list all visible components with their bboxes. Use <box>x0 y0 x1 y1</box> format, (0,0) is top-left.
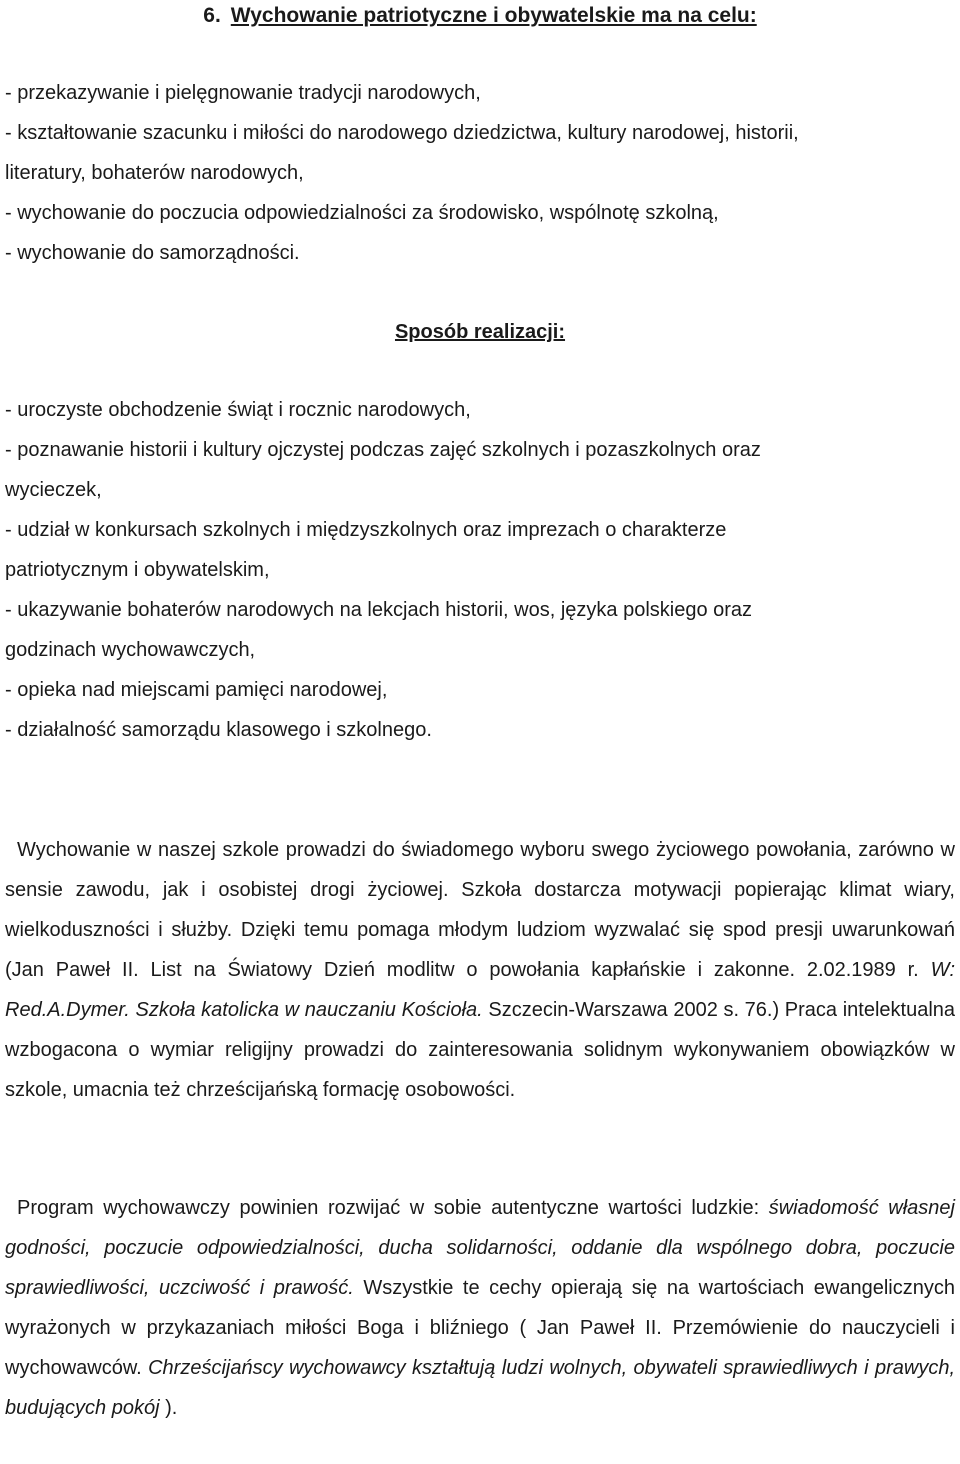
paragraph-values: świadomość własnej godności, poczucie odpowiedzialności, ducha solidarności, oddanie dla wspólnego dobra, poczucie sprawiedliwości, uczciwość i prawość. <box>5 1197 955 1299</box>
goals-list <box>5 73 955 273</box>
realization-heading: Sposób realizacji: <box>394 321 566 343</box>
list-item: literatury, bohaterów narodowych, <box>5 162 304 184</box>
paragraph-text: Wszystkie te cechy opierają się na wartościach ewangelicznych wyrażonych w przykazaniach miłości Boga i bliźniego ( Jan Paweł II. Przemówienie do nauczycieli i wychowawców. <box>5 1277 955 1379</box>
list-item: - wychowanie do poczucia odpowiedzialności za środowisko, wspólnotę szkolną, <box>5 202 719 224</box>
list-item: - wychowanie do samorządności. <box>5 242 300 264</box>
section-number: 6. <box>203 4 221 27</box>
list-item: - poznawanie historii i kultury ojczystej podczas zajęć szkolnych i pozaszkolnych oraz <box>5 439 761 461</box>
realization-list <box>5 390 955 750</box>
list-item: - ukazywanie bohaterów narodowych na lekcjach historii, wos, języka polskiego oraz <box>5 599 753 621</box>
list-item: wycieczek, <box>5 479 102 501</box>
list-item: - przekazywanie i pielęgnowanie tradycji narodowych, <box>5 82 481 104</box>
paragraph-text: ). <box>159 1397 178 1419</box>
section-title: Wychowanie patriotyczne i obywatelskie ma na celu: <box>230 4 757 27</box>
list-item: patriotycznym i obywatelskim, <box>5 559 270 581</box>
list-item: - opieka nad miejscami pamięci narodowej, <box>5 679 388 701</box>
paragraph-text: Wychowanie w naszej szkole prowadzi do świadomego wyboru swego życiowego powołania, zarówno w sensie zawodu, jak i osobistej drogi życiowej. Szkoła dostarcza motywacji popierając klimat wiary, wielkoduszności i służby. Dzięki temu pomaga młodym ludziom wyzwalać się spod presji uwarunkowań (Jan Paweł II. List na Światowy Dzień modlitw o powołania kapłańskie i zakonne. 2.02.1989 r. <box>5 839 955 981</box>
paragraph-citation: Chrześcijańscy wychowawcy kształtują ludzi wolnych, obywateli sprawiedliwych i prawych, budujących pokój <box>5 1357 955 1419</box>
list-item: - działalność samorządu klasowego i szkolnego. <box>5 719 432 741</box>
paragraph-education <box>5 830 955 1110</box>
paragraph-citation: W: Red.A.Dymer. Szkoła katolicka w nauczaniu Kościoła. <box>5 959 955 1021</box>
paragraph-text: Program wychowawczy powinien rozwijać w sobie autentyczne wartości ludzkie: <box>17 1197 769 1219</box>
list-item: godzinach wychowawczych, <box>5 639 256 661</box>
paragraph-program <box>5 1188 955 1428</box>
section-heading <box>0 2 960 30</box>
list-item: - uroczyste obchodzenie świąt i rocznic narodowych, <box>5 399 471 421</box>
paragraph-text: Szczecin-Warszawa 2002 s. 76.) Praca intelektualna wzbogacona o wymiar religijny prowadzi do zainteresowania solidnym wykonywaniem obowiązków w szkole, umacnia też chrześcijańską formację osobowości. <box>5 999 956 1101</box>
list-item: - kształtowanie szacunku i miłości do narodowego dziedzictwa, kultury narodowej, historii, <box>5 122 799 144</box>
list-item: - udział w konkursach szkolnych i międzyszkolnych oraz imprezach o charakterze <box>5 519 727 541</box>
